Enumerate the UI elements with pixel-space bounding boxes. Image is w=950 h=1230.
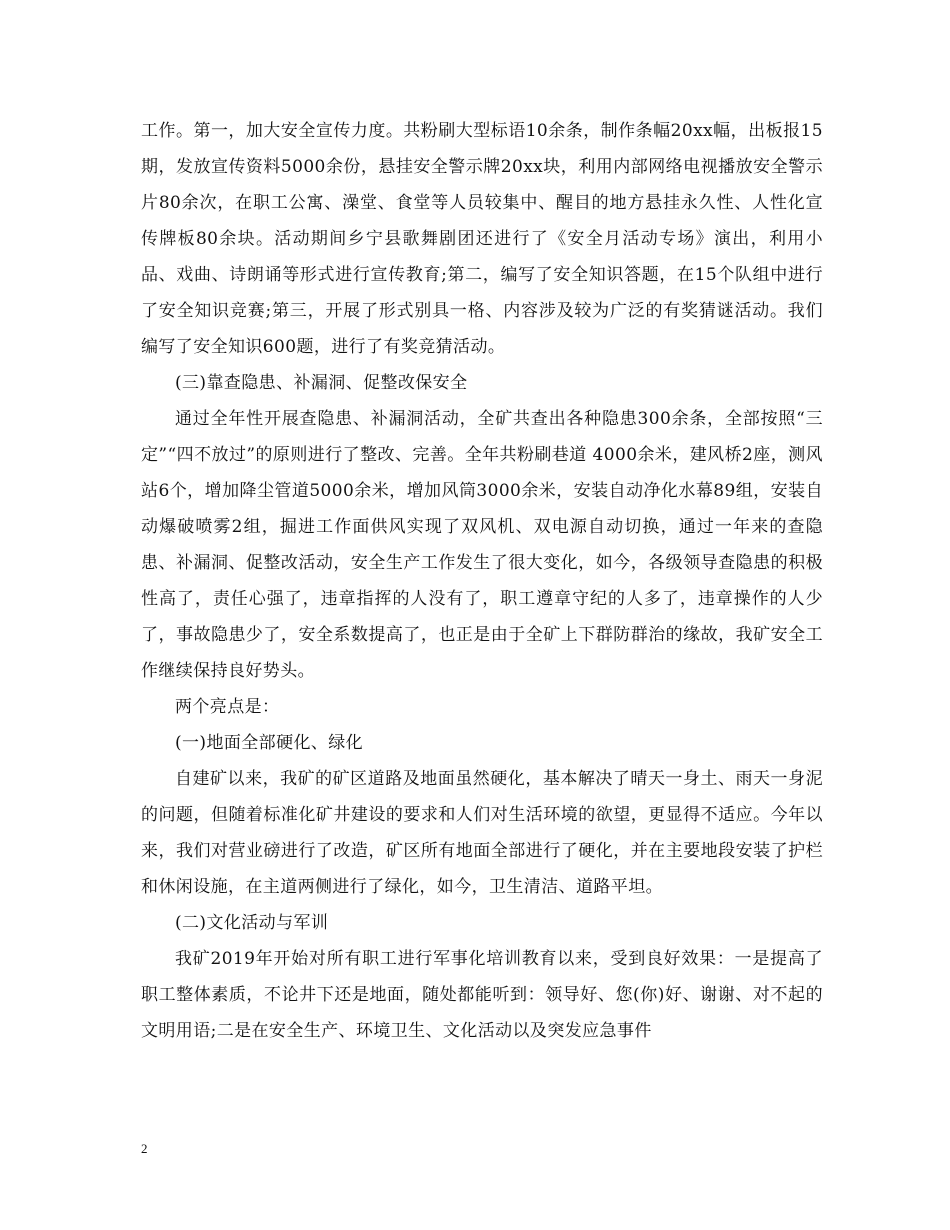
paragraph-ground-hardening: 自建矿以来，我矿的矿区道路及地面虽然硬化，基本解决了晴天一身土、雨天一身泥的问题，但随着标准化矿井建设的要求和人们对生活环境的欲望，更显得不适应。今年以来，我们对营业磅进行了改造，矿区所有地面全部进行了硬化，并在主要地段安装了护栏和休闲设施，在主道两侧进行了绿化，如今，卫生清洁、道路平坦。 bbox=[141, 769, 823, 897]
paragraph-military-training: 我矿2019年开始对所有职工进行军事化培训教育以来，受到良好效果：一是提高了职工整体素质，不论井下还是地面，随处都能听到：领导好、您(你)好、谢谢、对不起的文明用语;二是在安全生产、环境卫生、文化活动以及突发应急事件 bbox=[141, 949, 823, 1041]
page-number: 2 bbox=[141, 1141, 148, 1156]
heading-culture-military-training: (二)文化活动与军训 bbox=[175, 913, 329, 933]
document-body bbox=[141, 113, 823, 1049]
heading-hazard-inspection: (三)靠查隐患、补漏洞、促整改保安全 bbox=[175, 373, 468, 393]
heading-two-highlights: 两个亮点是： bbox=[175, 697, 280, 717]
paragraph-hazard-rectification: 通过全年性开展查隐患、补漏洞活动，全矿共查出各种隐患300余条，全部按照“三定”“四不放过”的原则进行了整改、完善。全年共粉刷巷道 4000余米，建风桥2座，测风站6个，增加降尘管道5000余米，增加风筒3000余米，安装自动净化水幕89组，安装自动爆破喷雾2组，掘进工作面供风实现了双风机、双电源自动切换，通过一年来的查隐患、补漏洞、促整改活动，安全生产工作发生了很大变化，如今，各级领导查隐患的积极性高了，责任心强了，违章指挥的人没有了，职工遵章守纪的人多了，违章操作的人少了，事故隐患少了，安全系数提高了，也正是由于全矿上下群防群治的缘故，我矿安全工作继续保持良好势头。 bbox=[141, 409, 823, 681]
heading-ground-hardening: (一)地面全部硬化、绿化 bbox=[175, 733, 364, 753]
paragraph-safety-publicity: 工作。第一，加大安全宣传力度。共粉刷大型标语10余条，制作条幅20xx幅，出板报15期，发放宣传资料5000余份，悬挂安全警示牌20xx块，利用内部网络电视播放安全警示片80余次，在职工公寓、澡堂、食堂等人员较集中、醒目的地方悬挂永久性、人性化宣传牌板80余块。活动期间乡宁县歌舞剧团还进行了《安全月活动专场》演出，利用小品、戏曲、诗朗诵等形式进行宣传教育;第二，编写了安全知识答题，在15个队组中进行了安全知识竞赛;第三，开展了形式别具一格、内容涉及较为广泛的有奖猜谜活动。我们编写了安全知识600题，进行了有奖竞猜活动。 bbox=[141, 121, 823, 357]
